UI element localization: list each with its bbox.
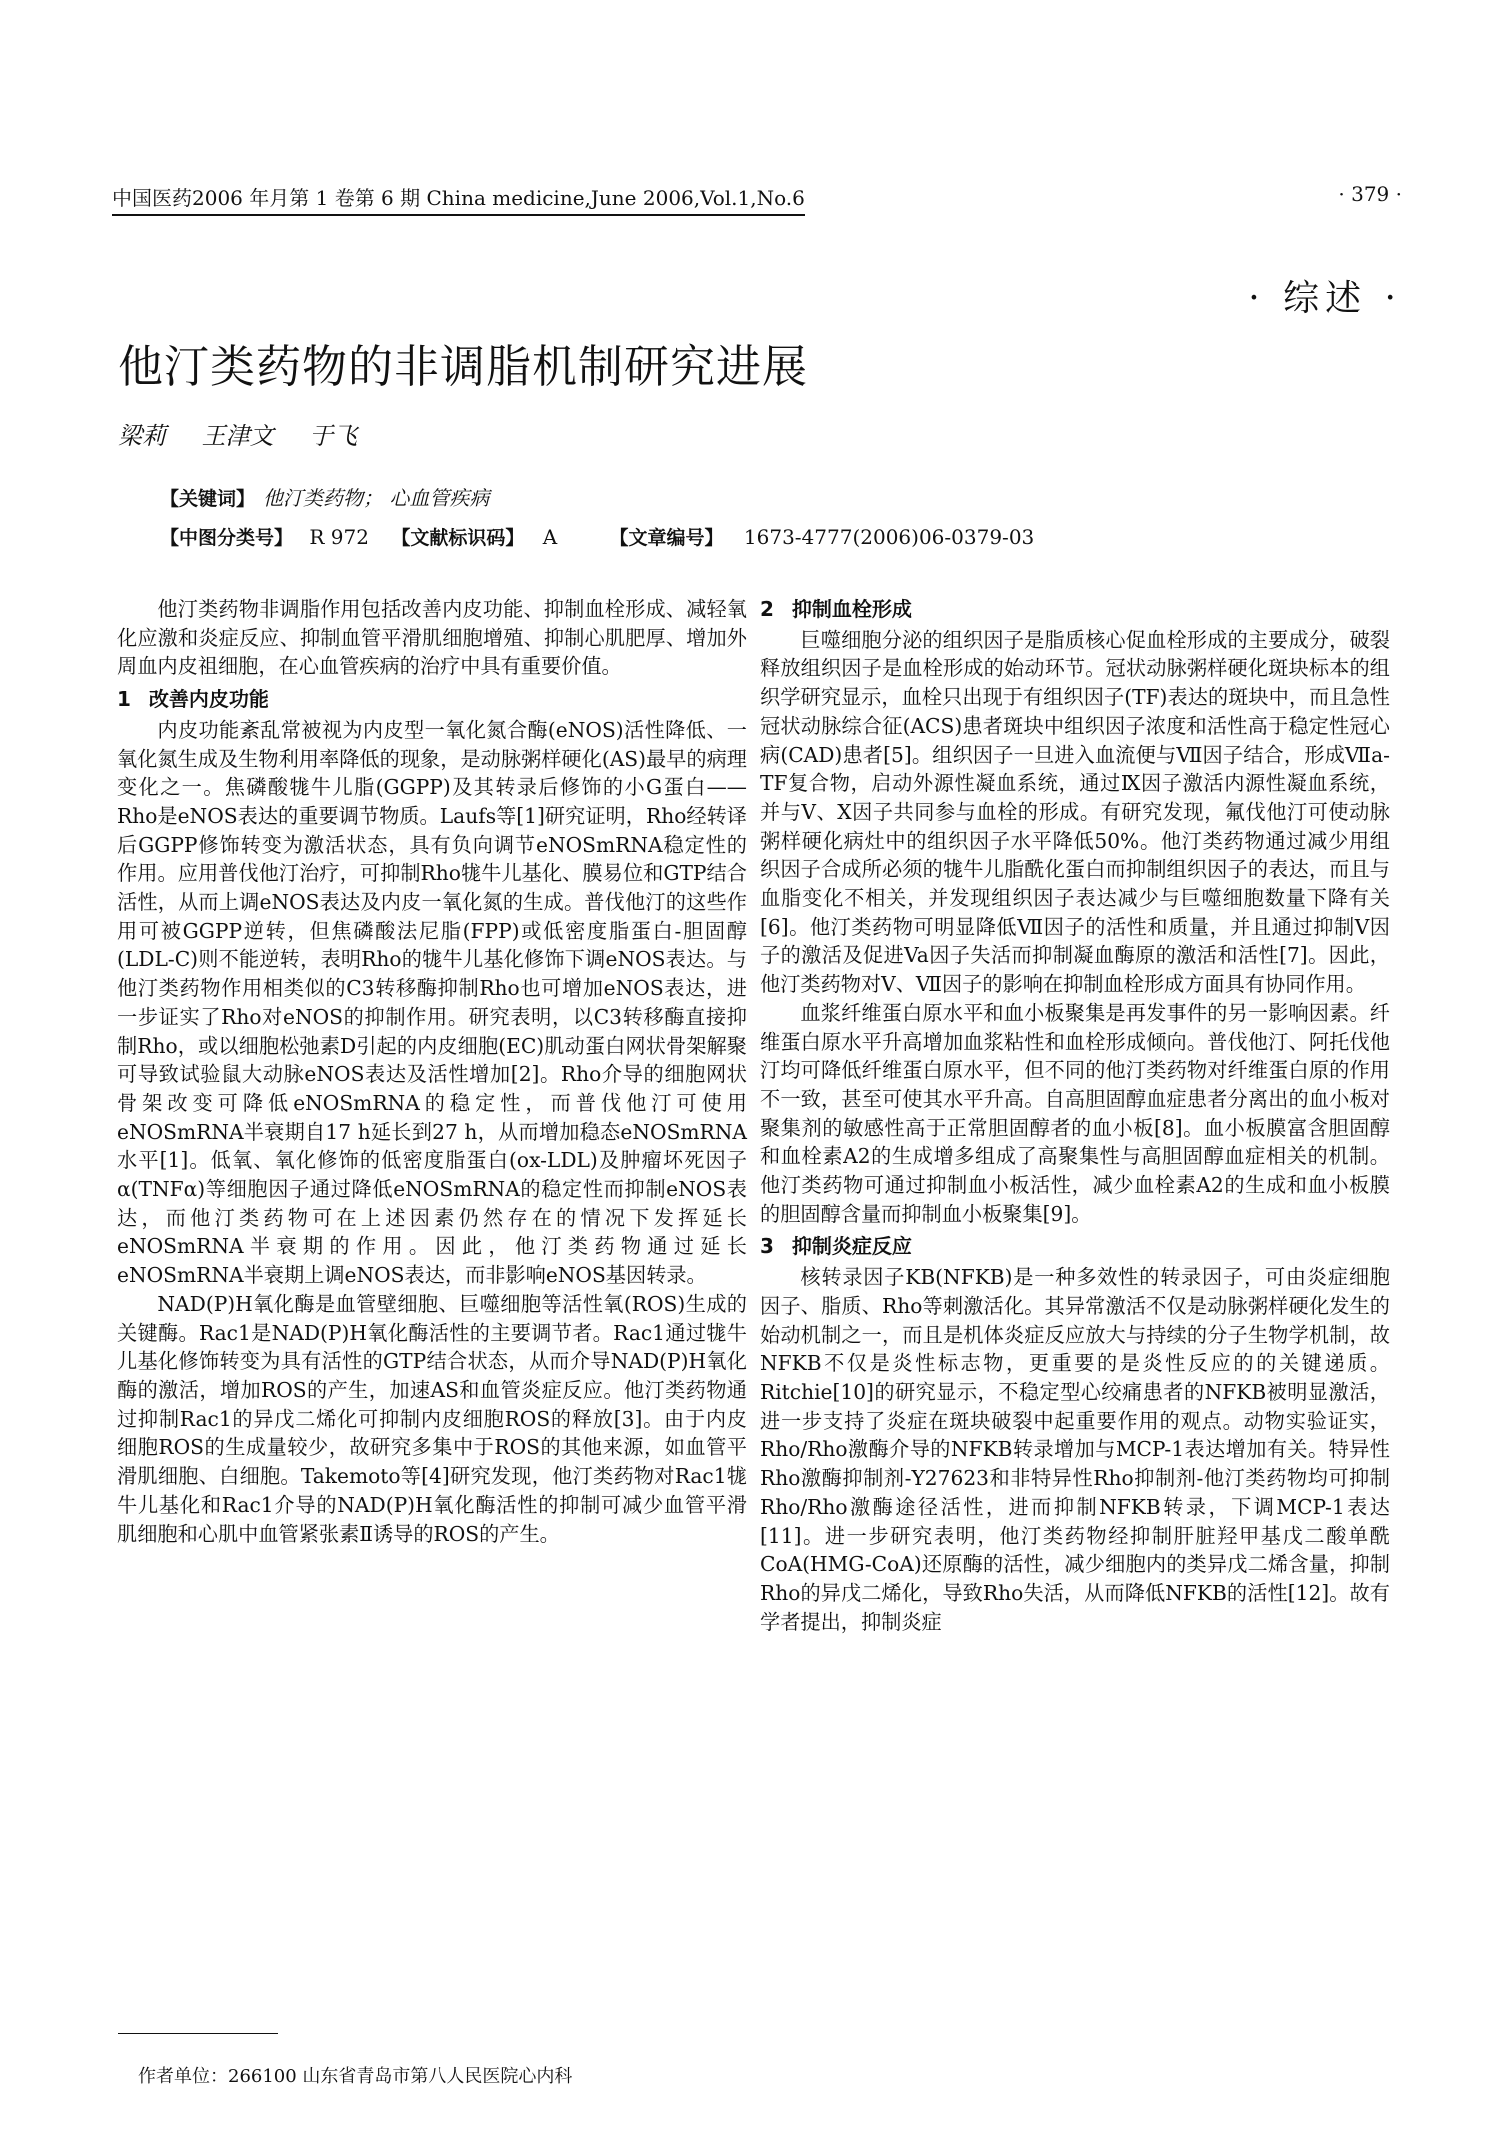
section-1-heading: [117, 685, 747, 714]
article-title: 他汀类药物的非调脂机制研究进展: [118, 340, 809, 393]
section-tag: · 综述 ·: [1248, 278, 1402, 319]
keywords-value: 他汀类药物； 心血管疾病: [263, 486, 490, 510]
running-header: [112, 182, 1402, 216]
footnote-rule: [118, 2033, 278, 2034]
left-column: [117, 595, 747, 1548]
authors: 梁莉 王津文 于飞: [118, 422, 358, 450]
section-1-title: 改善内皮功能: [148, 687, 269, 712]
article-number-label: 【文章编号】: [609, 527, 724, 549]
paragraph: 血浆纤维蛋白原水平和血小板聚集是再发事件的另一影响因素。纤维蛋白原水平升高增加血浆粘性和血栓形成倾向。普伐他汀、阿托伐他汀均可降低纤维蛋白原水平，但不同的他汀类药物对纤维蛋白原的作用不一致，甚至可使其水平升高。自高胆固醇血症患者分离出的血小板对聚集剂的敏感性高于正常胆固醇者的血小板[8]。血小板膜富含胆固醇和血栓素A2的生成增多组成了高聚集性与高胆固醇血症相关的机制。他汀类药物可通过抑制血小板活性，减少血栓素A2的生成和血小板膜的胆固醇含量而抑制血小板聚集[9]。: [760, 1000, 1390, 1226]
paragraph: NAD(P)H氧化酶是血管壁细胞、巨噬细胞等活性氧(ROS)生成的关键酶。Rac1是NAD(P)H氧化酶活性的主要调节者。Rac1通过牻牛儿基化修饰转变为具有活性的GTP结合状态，从而介导NAD(P)H氧化酶的激活，增加ROS的产生，加速AS和血管炎症反应。他汀类药物通过抑制Rac1的异戊二烯化可抑制内皮细胞ROS的释放[3]。由于内皮细胞ROS的生成量较少，故研究多集中于ROS的其他来源，如血管平滑肌细胞、白细胞。Takemoto等[4]研究发现，他汀类药物对Rac1牻牛儿基化和Rac1介导的NAD(P)H氧化酶活性的抑制可减少血管平滑肌细胞和心肌中血管紧张素Ⅱ诱导的ROS的产生。: [117, 1291, 747, 1546]
author-affiliation: 作者单位：266100 山东省青岛市第八人民医院心内科: [138, 2066, 573, 2087]
classification-line: [160, 523, 1034, 550]
cls-label: 【中图分类号】: [160, 527, 294, 549]
keywords-line: [160, 482, 489, 511]
paragraph: 巨噬细胞分泌的组织因子是脂质核心促血栓形成的主要成分，破裂释放组织因子是血栓形成的始动环节。冠状动脉粥样硬化斑块标本的组织学研究显示，血栓只出现于有组织因子(TF)表达的斑块中，而且急性冠状动脉综合征(ACS)患者斑块中组织因子浓度和活性高于稳定性冠心病(CAD)患者[5]。组织因子一旦进入血流便与Ⅶ因子结合，形成Ⅶa-TF复合物，启动外源性凝血系统，通过Ⅸ因子激活内源性凝血系统，并与Ⅴ、Ⅹ因子共同参与血栓的形成。有研究发现，氟伐他汀可使动脉粥样硬化病灶中的组织因子水平降低50%。他汀类药物通过减少用组织因子合成所必须的牻牛儿脂酰化蛋白而抑制组织因子的表达，而且与血脂变化不相关，并发现组织因子表达减少与巨噬细胞数量下降有关[6]。他汀类药物可明显降低Ⅶ因子的活性和质量，并且通过抑制Ⅴ因子的激活及促进Va因子失活而抑制凝血酶原的激活和活性[7]。因此，他汀类药物对Ⅴ、Ⅶ因子的影响在抑制血栓形成方面具有协同作用。: [760, 627, 1390, 997]
section-2-heading: [760, 595, 1390, 624]
intro-paragraph: 他汀类药物非调脂作用包括改善内皮功能、抑制血栓形成、减轻氧化应激和炎症反应、抑制血管平滑肌细胞增殖、抑制心肌肥厚、增加外周血内皮祖细胞，在心血管疾病的治疗中具有重要价值。: [117, 597, 747, 679]
journal-citation: 中国医药2006 年月第 1 卷第 6 期 China medicine,June 2006,Vol.1,No.6: [112, 182, 805, 216]
section-3-number: 3: [760, 1234, 774, 1259]
section-2-number: 2: [760, 597, 774, 621]
article-number-value: 1673-4777(2006)06-0379-03: [743, 525, 1035, 549]
paragraph: 核转录因子KB(NFKB)是一种多效性的转录因子，可由炎症细胞因子、脂质、Rho等刺激活化。其异常激活不仅是动脉粥样硬化发生的始动机制之一，而且是机体炎症反应放大与持续的分子生物学机制，故NFKB不仅是炎性标志物，更重要的是炎性反应的的关键递质。Ritchie[10]的研究显示，不稳定型心绞痛患者的NFKB被明显激活，进一步支持了炎症在斑块破裂中起重要作用的观点。动物实验证实，Rho/Rho激酶介导的NFKB转录增加与MCP-1表达增加有关。特异性Rho激酶抑制剂-Y27623和非特异性Rho抑制剂-他汀类药物均可抑制Rho/Rho激酶途径活性，进而抑制NFKB转录，下调MCP-1表达[11]。进一步研究表明，他汀类药物经抑制肝脏羟甲基戊二酸单酰CoA(HMG-CoA)还原酶的活性，减少细胞内的类异戊二烯含量，抑制Rho的异戊二烯化，导致Rho失活，从而降低NFKB的活性[12]。故有学者提出，抑制炎症: [760, 1265, 1390, 1634]
section-1-number: 1: [117, 687, 131, 712]
section-3-title: 抑制炎症反应: [791, 1234, 912, 1259]
doc-label: 【文献标识码】: [391, 527, 525, 549]
paragraph: 内皮功能紊乱常被视为内皮型一氧化氮合酶(eNOS)活性降低、一氧化氮生成及生物利用率降低的现象，是动脉粥样硬化(AS)最早的病理变化之一。焦磷酸牻牛儿脂(GGPP)及其转录后修饰的小G蛋白——Rho是eNOS表达的重要调节物质。Laufs等[1]研究证明，Rho经转译后GGPP修饰转变为激活状态，具有负向调节eNOSmRNA稳定性的作用。应用普伐他汀治疗，可抑制Rho牻牛儿基化、膜易位和GTP结合活性，从而上调eNOS表达及内皮一氧化氮的生成。普伐他汀的这些作用可被GGPP逆转，但焦磷酸法尼脂(FPP)或低密度脂蛋白-胆固醇(LDL-C)则不能逆转，表明Rho的牻牛儿基化修饰下调eNOS表达。与他汀类药物作用相类似的C3转移酶抑制Rho也可增加eNOS表达，进一步证实了Rho对eNOS的抑制作用。研究表明，以C3转移酶直接抑制Rho，或以细胞松弛素D引起的内皮细胞(EC)肌动蛋白网状骨架解聚可导致试验鼠大动脉eNOS表达及活性增加[2]。Rho介导的细胞网状骨架改变可降低eNOSmRNA的稳定性，而普伐他汀可使用eNOSmRNA半衰期自17 h延长到27 h，从而增加稳态eNOSmRNA水平[1]。低氧、氧化修饰的低密度脂蛋白(ox-LDL)及肿瘤坏死因子α(TNFα)等细胞因子通过降低eNOSmRNA的稳定性而抑制eNOS表达，而他汀类药物可在上述因素仍然存在的情况下发挥延长eNOSmRNA半衰期的作用。因此，他汀类药物通过延长eNOSmRNA半衰期上调eNOS表达，而非影响eNOS基因转录。: [117, 717, 747, 1288]
page-number: · 379 ·: [1338, 182, 1402, 206]
cls-value: R 972: [309, 525, 369, 549]
doc-value: A: [542, 525, 558, 549]
right-column: [760, 595, 1390, 1636]
section-2-title: 抑制血栓形成: [791, 597, 912, 621]
keywords-label: 【关键词】: [160, 488, 256, 510]
section-3-heading: [760, 1232, 1390, 1261]
